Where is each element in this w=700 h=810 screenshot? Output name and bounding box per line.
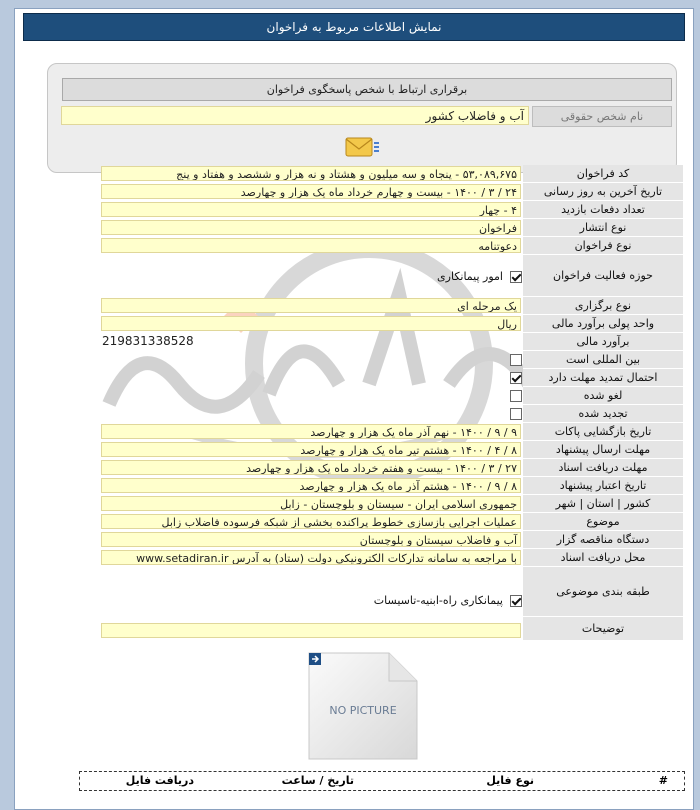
row-submit-deadline bbox=[101, 441, 683, 459]
no-picture-text: NO PICTURE bbox=[329, 704, 397, 717]
files-table-header bbox=[79, 771, 685, 791]
call-type-label: نوع فراخوان bbox=[523, 237, 683, 255]
activity-checkbox[interactable] bbox=[510, 271, 522, 283]
doc-place-label: محل دریافت اسناد bbox=[523, 549, 683, 567]
contact-header: برقراری ارتباط با شخص پاسخگوی فراخوان bbox=[62, 78, 672, 101]
legal-person-value: آب و فاضلاب کشور bbox=[61, 106, 529, 125]
extension-checkbox[interactable] bbox=[510, 372, 522, 384]
row-currency bbox=[101, 315, 683, 333]
files-col-datetime: تاریخ / ساعت bbox=[281, 774, 354, 787]
holding-type-label: نوع برگزاری bbox=[523, 297, 683, 315]
opening-value: ۹ / ۹ / ۱۴۰۰ - نهم آذر ماه یک هزار و چهارصد bbox=[101, 424, 521, 439]
cancelled-label: لغو شده bbox=[523, 387, 683, 405]
row-opening bbox=[101, 423, 683, 441]
row-organizer bbox=[101, 531, 683, 549]
row-extension bbox=[101, 369, 683, 387]
last-update-label: تاریخ آخرین به روز رسانی bbox=[523, 183, 683, 201]
files-col-type: نوع فایل bbox=[486, 774, 534, 787]
currency-label: واحد پولی برآورد مالی bbox=[523, 315, 683, 333]
category-checkbox[interactable] bbox=[510, 595, 522, 607]
estimate-label: برآورد مالی bbox=[523, 333, 683, 351]
international-label: بین المللی است bbox=[523, 351, 683, 369]
location-label: کشور | استان | شهر bbox=[523, 495, 683, 513]
subject-value: عملیات اجرایی بازسازی خطوط پراکنده بخشی از شبکه فرسوده فاضلاب زابل bbox=[101, 514, 521, 529]
doc-deadline-value: ۲۷ / ۳ / ۱۴۰۰ - بیست و هفتم خرداد ماه یک هزار و چهارصد bbox=[101, 460, 521, 475]
row-notes bbox=[101, 617, 683, 641]
notes-value bbox=[101, 623, 521, 638]
code-label: کد فراخوان bbox=[523, 165, 683, 183]
announcement-window bbox=[14, 8, 694, 810]
visits-value: ۴ - چهار bbox=[101, 202, 521, 217]
row-estimate bbox=[101, 333, 683, 351]
legal-person-label: نام شخص حقوقی bbox=[532, 106, 672, 127]
international-checkbox[interactable] bbox=[510, 354, 522, 366]
submit-deadline-value: ۸ / ۴ / ۱۴۰۰ - هشتم تیر ماه یک هزار و چهارصد bbox=[101, 442, 521, 457]
row-doc-deadline bbox=[101, 459, 683, 477]
row-category bbox=[101, 567, 683, 617]
files-col-download: دریافت فایل bbox=[125, 774, 194, 787]
row-visits bbox=[101, 201, 683, 219]
row-doc-place bbox=[101, 549, 683, 567]
last-update-value: ۲۴ / ۳ / ۱۴۰۰ - بیست و چهارم خرداد ماه یک هزار و چهارصد bbox=[101, 184, 521, 199]
contact-panel bbox=[47, 63, 677, 173]
row-activity bbox=[101, 255, 683, 297]
organizer-label: دستگاه مناقصه گزار bbox=[523, 531, 683, 549]
row-subject bbox=[101, 513, 683, 531]
renewed-label: تجدید شده bbox=[523, 405, 683, 423]
activity-option-text: امور پیمانکاری bbox=[437, 270, 503, 283]
notes-label: توضیحات bbox=[523, 617, 683, 641]
cancelled-checkbox[interactable] bbox=[510, 390, 522, 402]
renewed-checkbox[interactable] bbox=[510, 408, 522, 420]
estimate-value: 219831338528 bbox=[102, 334, 194, 348]
row-international bbox=[101, 351, 683, 369]
row-renewed bbox=[101, 405, 683, 423]
no-picture-image bbox=[305, 651, 421, 763]
subject-label: موضوع bbox=[523, 513, 683, 531]
activity-label: حوزه فعالیت فراخوان bbox=[523, 255, 683, 297]
visits-label: تعداد دفعات بازدید bbox=[523, 201, 683, 219]
row-cancelled bbox=[101, 387, 683, 405]
code-value: ۵۳,۰۸۹,۶۷۵ - پنجاه و سه میلیون و هشتاد و نه هزار و ششصد و هفتاد و پنج bbox=[101, 166, 521, 181]
row-code bbox=[101, 165, 683, 183]
holding-type-value: یک مرحله ای bbox=[101, 298, 521, 313]
files-col-number: # bbox=[658, 774, 668, 787]
row-call-type bbox=[101, 237, 683, 255]
category-label: طبقه بندی موضوعی bbox=[523, 567, 683, 617]
window-title: نمایش اطلاعات مربوط به فراخوان bbox=[23, 13, 685, 41]
opening-label: تاریخ بازگشایی پاکات bbox=[523, 423, 683, 441]
extension-label: احتمال تمدید مهلت دارد bbox=[523, 369, 683, 387]
row-last-update bbox=[101, 183, 683, 201]
envelope-icon[interactable] bbox=[344, 134, 380, 160]
validity-label: تاریخ اعتبار پیشنهاد bbox=[523, 477, 683, 495]
category-option-text: پیمانکاری راه-ابنیه-تاسیسات bbox=[373, 594, 503, 607]
organizer-value: آب و فاضلاب سیستان و بلوچستان bbox=[101, 532, 521, 547]
doc-deadline-label: مهلت دریافت اسناد bbox=[523, 459, 683, 477]
currency-value: ریال bbox=[101, 316, 521, 331]
row-location bbox=[101, 495, 683, 513]
row-validity bbox=[101, 477, 683, 495]
validity-value: ۸ / ۹ / ۱۴۰۰ - هشتم آذر ماه یک هزار و چهارصد bbox=[101, 478, 521, 493]
doc-place-value: با مراجعه به سامانه تدارکات الکترونیکی دولت (ستاد) به آدرس www.setadiran.ir bbox=[101, 550, 521, 565]
publish-type-label: نوع انتشار bbox=[523, 219, 683, 237]
publish-type-value: فراخوان bbox=[101, 220, 521, 235]
row-publish-type bbox=[101, 219, 683, 237]
submit-deadline-label: مهلت ارسال پیشنهاد bbox=[523, 441, 683, 459]
location-value: جمهوری اسلامی ایران - سیستان و بلوچستان - زابل bbox=[101, 496, 521, 511]
call-type-value: دعوتنامه bbox=[101, 238, 521, 253]
row-holding-type bbox=[101, 297, 683, 315]
